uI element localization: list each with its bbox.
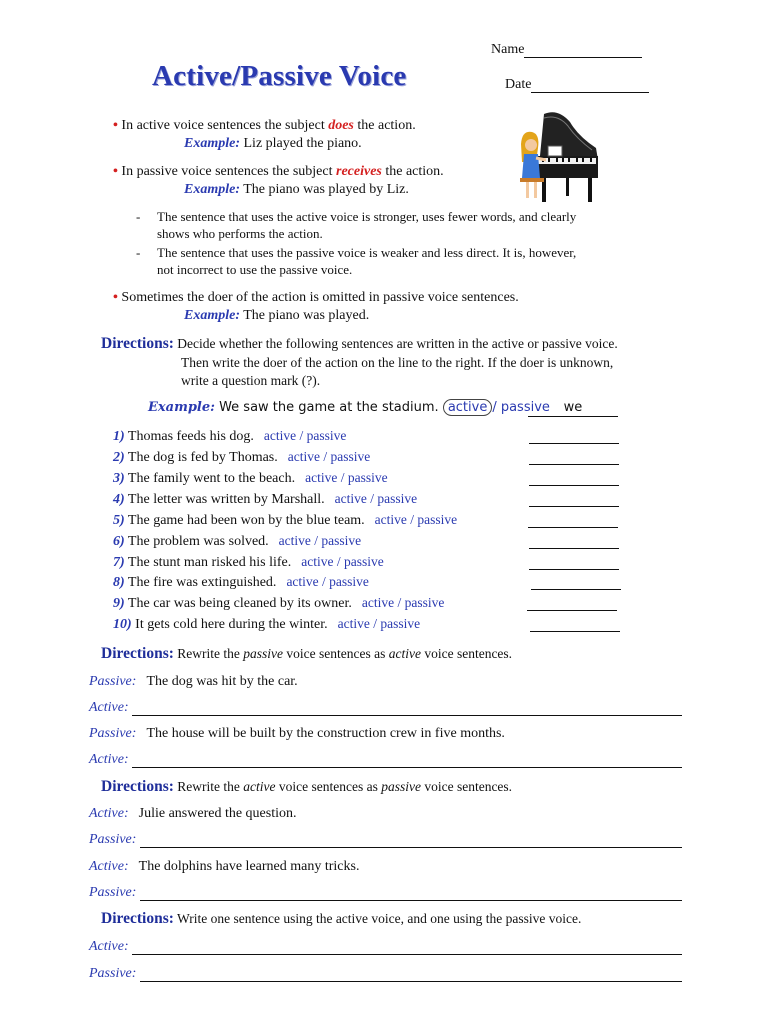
doer-answer-line[interactable] (530, 617, 620, 632)
directions-passive-to-active: Directions: Rewrite the passive voice sentences as active voice sentences. (101, 645, 513, 662)
item-sentence: The family went to the beach. (127, 471, 296, 486)
item-number: 1) (113, 429, 125, 444)
active-passive-choice[interactable]: active / passive (305, 470, 388, 485)
active-sentence-2: Active: The dolphins have learned many tricks. (89, 859, 360, 874)
dash-item-1: - The sentence that uses the active voice is stronger, uses fewer words, and clearly (136, 209, 577, 224)
exercise-item (113, 512, 457, 529)
active-passive-choice[interactable]: active / passive (361, 595, 445, 610)
dash-item-2-cont: not incorrect to use the passive voice. (157, 262, 353, 277)
doer-answer-line[interactable] (529, 471, 619, 486)
directions-identify: Directions: Decide whether the following sentences are written in the active or passive voice. (101, 335, 618, 352)
active-passive-choice[interactable]: active / passive (301, 554, 384, 569)
passive-answer-1[interactable]: Passive: (89, 832, 682, 848)
dash-item-1-cont: shows who performs the action. (157, 226, 323, 241)
own-active-answer[interactable]: Active: (89, 939, 682, 955)
doer-answer-line[interactable] (527, 596, 617, 611)
item-number: 7) (113, 555, 125, 570)
exercise-item (113, 616, 420, 633)
doer-answer-line[interactable] (529, 429, 619, 444)
item-sentence: The game had been won by the blue team. (127, 513, 365, 528)
item-sentence: It gets cold here during the winter. (135, 617, 328, 632)
active-passive-choice[interactable]: active / passive (287, 449, 371, 464)
item-number: 8) (113, 575, 125, 590)
active-answer-2[interactable]: Active: (89, 752, 682, 768)
bullet-icon: • (113, 164, 118, 179)
directions-active-to-passive: Directions: Rewrite the active voice sentences as passive voice sentences. (101, 778, 513, 795)
doer-answer-line[interactable] (528, 513, 618, 528)
rule-active: • In active voice sentences the subject does the action. (113, 118, 416, 133)
active-passive-choice[interactable]: active / passive (334, 491, 418, 506)
example-active-circled: active (443, 399, 493, 416)
rule-omitted-example: Example: The piano was played. (184, 308, 370, 323)
directions-write-own: Directions: Write one sentence using the active voice, and one using the passive voice. (101, 910, 582, 927)
exercise-item (113, 533, 361, 550)
bullet-icon: • (113, 118, 118, 133)
exercise-item (113, 449, 370, 466)
exercise-item (113, 595, 444, 612)
item-sentence: The problem was solved. (127, 534, 269, 549)
rule-active-example: Example: Liz played the piano. (184, 136, 362, 151)
doer-answer-line[interactable] (529, 450, 619, 465)
item-number: 2) (113, 450, 125, 465)
passive-sentence-1: Passive: The dog was hit by the car. (89, 674, 298, 689)
item-number: 3) (113, 471, 125, 486)
item-sentence: The letter was written by Marshall. (127, 492, 325, 507)
name-label: Name (491, 42, 525, 57)
page-title: Active/Passive Voice (152, 60, 407, 92)
active-passive-choice[interactable]: active / passive (374, 512, 458, 527)
rule-passive-example: Example: The piano was played by Liz. (184, 182, 409, 197)
active-passive-choice[interactable]: active / passive (286, 574, 369, 589)
item-sentence: The stunt man risked his life. (127, 555, 292, 570)
date-field[interactable] (505, 77, 649, 93)
doer-answer-line[interactable] (529, 534, 619, 549)
bullet-icon: • (113, 290, 118, 305)
item-number: 4) (113, 492, 125, 507)
active-passive-choice[interactable]: active / passive (278, 533, 362, 548)
dash-item-2: - The sentence that uses the passive voice is weaker and less direct. It is, however, (136, 245, 577, 260)
active-passive-choice[interactable]: active / passive (337, 616, 421, 631)
doer-answer-line[interactable] (529, 555, 619, 570)
item-number: 6) (113, 534, 125, 549)
directions-identify-line2: Then write the doer of the action on the line to the right. If the doer is unknown, (181, 355, 614, 370)
item-number: 10) (113, 617, 132, 632)
rule-passive: • In passive voice sentences the subject receives the action. (113, 164, 444, 179)
example-row: Example: We saw the game at the stadium. active / passive (148, 400, 550, 415)
item-number: 5) (113, 513, 125, 528)
own-passive-answer[interactable]: Passive: (89, 966, 682, 982)
exercise-item (113, 574, 369, 591)
passive-sentence-2: Passive: The house will be built by the construction crew in five months. (89, 726, 505, 741)
rule-omitted: • Sometimes the doer of the action is omitted in passive voice sentences. (113, 290, 519, 305)
exercise-item (113, 491, 417, 508)
item-sentence: The dog is fed by Thomas. (127, 450, 278, 465)
exercise-item (113, 554, 384, 571)
doer-answer-line[interactable] (531, 575, 621, 590)
doer-answer-line[interactable] (529, 492, 619, 507)
item-sentence: The car was being cleaned by its owner. (127, 596, 352, 611)
name-field[interactable] (491, 42, 642, 58)
item-number: 9) (113, 596, 125, 611)
item-sentence: Thomas feeds his dog. (127, 429, 254, 444)
directions-identify-line3: write a question mark (?). (181, 373, 321, 388)
item-sentence: The fire was extinguished. (127, 575, 277, 590)
example-answer: we (528, 400, 618, 417)
girl-playing-piano-icon (518, 108, 600, 206)
active-sentence-1: Active: Julie answered the question. (89, 806, 297, 821)
exercise-item (113, 470, 388, 487)
active-passive-choice[interactable]: active / passive (263, 428, 347, 443)
exercise-item (113, 428, 346, 445)
passive-answer-2[interactable]: Passive: (89, 885, 682, 901)
date-label: Date (505, 77, 532, 92)
active-answer-1[interactable]: Active: (89, 700, 682, 716)
